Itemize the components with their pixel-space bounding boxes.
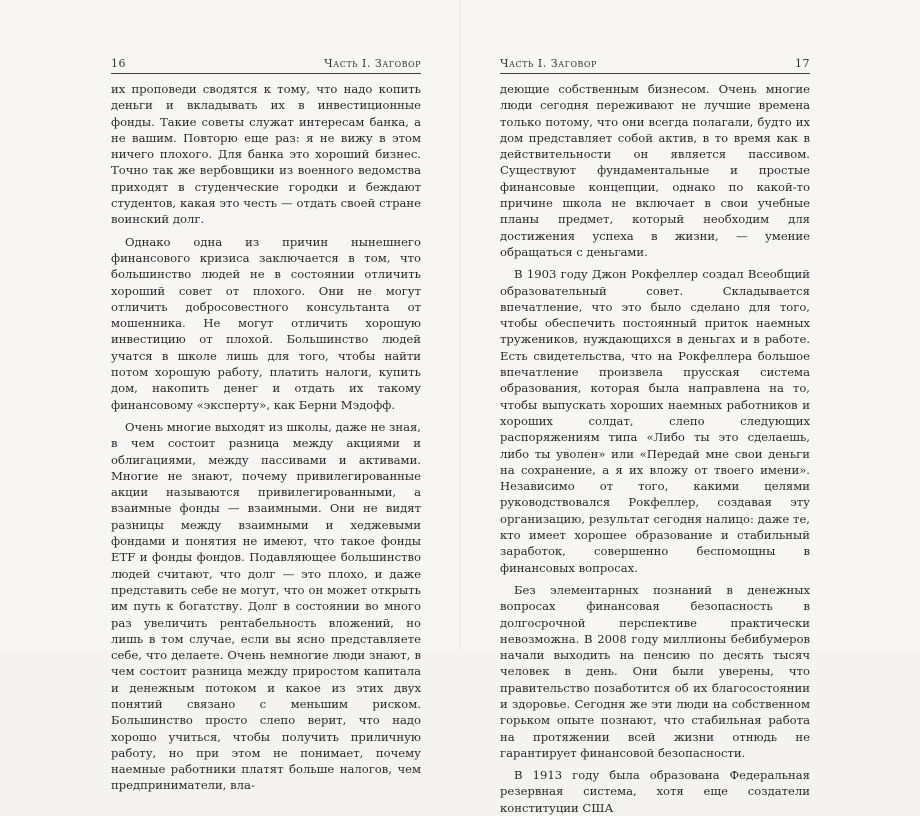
paragraph: их проповеди сводятся к тому, что надо копить деньги и вкладывать их в инвестиционные фонды. Такие советы служат интересам банка, а не вашим. Повторю еще раз: я не вижу в этом ничего плохого. Для банка это хороший бизнес. Точно так же вербовщики из военного ведомства приходят в студенческие городки и беждают студентов, какая это честь — отдать своей стране воинский долг. bbox=[111, 82, 421, 227]
left-running-title: Часть I. Заговор bbox=[324, 57, 421, 70]
book-gutter bbox=[459, 0, 461, 650]
paragraph: Однако одна из причин нынешнего финансового кризиса заключается в том, что большинство людей не в состоянии отличить хороший совет от плохого. Они не могут отличить добросовестного консультанта от мошенника. Не могут отличить хорошую инвестицию от плохой. Большинство людей учатся в школе лишь для того, чтобы найти потом хорошую работу, платить налоги, купить дом, накопить денег и отдать их такому финансовому «эксперту», как Берни Мэдофф. bbox=[111, 234, 421, 412]
right-page-text bbox=[500, 81, 810, 816]
right-page-number: 17 bbox=[795, 57, 810, 70]
paragraph: В 1913 году была образована Федеральная резервная система, хотя еще создатели конституции США bbox=[500, 768, 810, 815]
right-header-rule bbox=[500, 73, 810, 74]
paragraph: Очень многие выходят из школы, даже не зная, в чем состоит разница между акциями и облигациями, между пассивами и активами. Многие не знают, почему привилегированные акции называются привилегированными, а взаимные фонды — взаимными. Они не видят разницы между взаимными и хеджевыми фондами и понятия не имеют, что такое фонды ETF и фонды фондов. Подавляющее большинство людей считают, что долг — это плохо, и даже представить себе не могут, что он может открыть им путь к богатству. Долг в состоянии во много раз увеличить рентабельность вложений, но лишь в том случае, если вы ясно представляете себе, что делаете. Очень немногие люди знают, в чем состоит разница между приростом капитала и денежным потоком и какое из этих двух понятий связано с меньшим риском. Большинство просто слепо верит, что надо хорошо учиться, чтобы получить приличную работу, но при этом не понимает, почему наемные работники платят больше налогов, чем предприниматели, вла- bbox=[111, 419, 421, 793]
right-running-title: Часть I. Заговор bbox=[500, 57, 597, 70]
left-page-text bbox=[111, 81, 421, 794]
paragraph: В 1903 году Джон Рокфеллер создал Всеобщий образовательный совет. Складывается впечатление, что это было сделано для того, чтобы обеспечить постоянный приток наемных тружеников, нуждающихся в деньгах и в работе. Есть свидетельства, что на Рокфеллера большое впечатление произвела прусская система образования, которая была направлена на то, чтобы выпускать хороших наемных работников и хороших солдат, слепо следующих распоряжениям типа «Либо ты это сделаешь, либо ты уволен» или «Передай мне свои деньги на сохранение, а я их вложу от твоего имени». Независимо от того, какими целями руководствовался Рокфеллер, создавая эту организацию, результат сегодня налицо: даже те, кто имеет хорошее образование и стабильный заработок, совершенно беспомощны в финансовых вопросах. bbox=[500, 267, 810, 575]
right-page bbox=[476, 0, 896, 815]
left-page bbox=[26, 0, 446, 793]
left-page-number: 16 bbox=[111, 57, 126, 70]
left-header-rule bbox=[111, 73, 421, 74]
left-running-head bbox=[111, 57, 421, 73]
paragraph: Без элементарных познаний в денежных вопросах финансовая безопасность в долгосрочной перспективе практически невозможна. В 2008 году миллионы бебибумеров начали выходить на пенсию по десять тысяч человек в день. Они были уверены, что правительство позаботится об их благосостоянии и здоровье. Сегодня же эти люди на собственном горьком опыте познают, что стабильная работа на протяжении всей жизни отнюдь не гарантирует финансовой безопасности. bbox=[500, 582, 810, 760]
right-running-head bbox=[500, 57, 810, 73]
paragraph: деющие собственным бизнесом. Очень многие люди сегодня переживают не лучшие времена только потому, что они всегда полагали, будто их дом представляет собой актив, в то время как в действительности он является пассивом. Существуют фундаментальные и простые финансовые концепции, однако по какой-то причине школа не включает в свои учебные планы предмет, который необходим для достижения успеха в жизни, — умение обращаться с деньгами. bbox=[500, 82, 810, 259]
